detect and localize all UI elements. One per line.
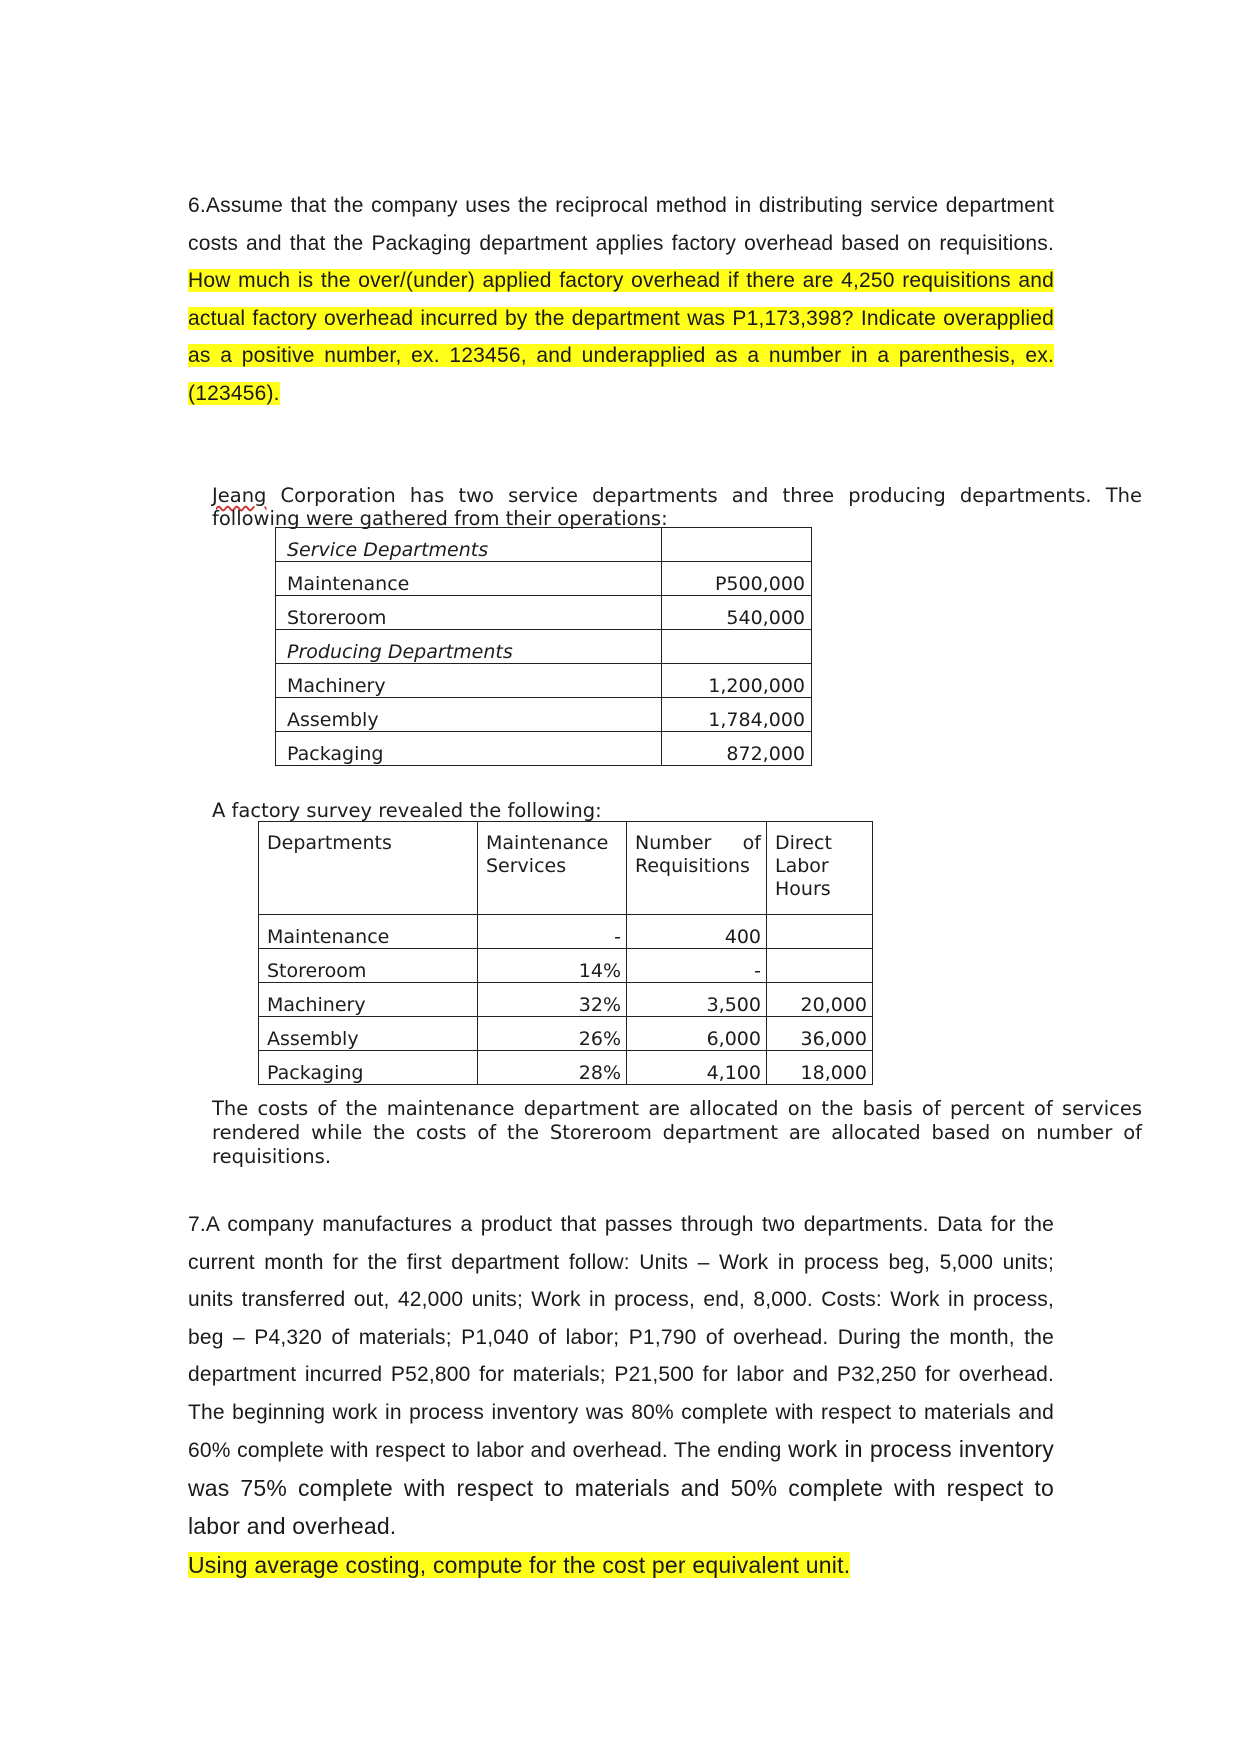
question-6-paragraph bbox=[188, 187, 1054, 412]
survey-dept: Machinery bbox=[259, 983, 478, 1017]
cost-row bbox=[276, 630, 812, 664]
factory-survey-table bbox=[258, 821, 873, 1085]
survey-dept: Storeroom bbox=[259, 949, 478, 983]
survey-maintenance: - bbox=[478, 915, 627, 949]
survey-requisitions: 3,500 bbox=[627, 983, 767, 1017]
survey-header-row bbox=[259, 822, 873, 915]
header-labor-line1: Direct bbox=[775, 832, 832, 854]
cost-label: Producing Departments bbox=[276, 630, 662, 664]
allocation-note bbox=[212, 1097, 1142, 1169]
header-number-word: Number bbox=[635, 832, 712, 854]
header-requisitions-line1 bbox=[635, 832, 761, 855]
cost-row bbox=[276, 596, 812, 630]
cost-row bbox=[276, 664, 812, 698]
header-direct-labor-hours bbox=[767, 822, 873, 915]
cost-row bbox=[276, 562, 812, 596]
header-maintenance-line2: Services bbox=[486, 855, 567, 877]
cost-value: 872,000 bbox=[662, 732, 812, 766]
survey-requisitions: - bbox=[627, 949, 767, 983]
survey-row bbox=[259, 1051, 873, 1085]
cost-row bbox=[276, 528, 812, 562]
survey-labor-hours: 20,000 bbox=[767, 983, 873, 1017]
survey-row bbox=[259, 915, 873, 949]
survey-labor-hours: 36,000 bbox=[767, 1017, 873, 1051]
cost-label: Packaging bbox=[276, 732, 662, 766]
header-requisitions bbox=[627, 822, 767, 915]
cost-value: 1,784,000 bbox=[662, 698, 812, 732]
survey-labor-hours bbox=[767, 949, 873, 983]
cost-value bbox=[662, 630, 812, 664]
survey-labor-hours: 18,000 bbox=[767, 1051, 873, 1085]
survey-row bbox=[259, 1017, 873, 1051]
cost-row bbox=[276, 698, 812, 732]
question-6-intro: 6.Assume that the company uses the reciprocal method in distributing service department costs and that the Packaging department applies factory overhead based on requisitions. bbox=[188, 194, 1054, 255]
question-7-highlight: Using average costing, compute for the cost per equivalent unit. bbox=[188, 1551, 851, 1578]
question-7-paragraph bbox=[188, 1206, 1054, 1585]
cost-label: Storeroom bbox=[276, 596, 662, 630]
header-of-word: of bbox=[742, 832, 761, 854]
survey-dept: Assembly bbox=[259, 1017, 478, 1051]
cost-value bbox=[662, 528, 812, 562]
question-7 bbox=[188, 1206, 1054, 1585]
survey-requisitions: 400 bbox=[627, 915, 767, 949]
survey-maintenance: 26% bbox=[478, 1017, 627, 1051]
header-labor-line3: Hours bbox=[775, 878, 831, 900]
cost-value: 1,200,000 bbox=[662, 664, 812, 698]
cost-label: Maintenance bbox=[276, 562, 662, 596]
survey-dept: Maintenance bbox=[259, 915, 478, 949]
header-departments: Departments bbox=[259, 822, 478, 915]
cost-label: Service Departments bbox=[276, 528, 662, 562]
survey-requisitions: 6,000 bbox=[627, 1017, 767, 1051]
header-labor-line2: Labor bbox=[775, 855, 829, 877]
header-maintenance-services bbox=[478, 822, 627, 915]
allocation-note-text: The costs of the maintenance department are allocated on the basis of percent of services rendered while the costs of the Storeroom department are allocated based on number of requisitions. bbox=[212, 1097, 1142, 1168]
cost-value: 540,000 bbox=[662, 596, 812, 630]
survey-dept: Packaging bbox=[259, 1051, 478, 1085]
header-maintenance-line1: Maintenance bbox=[486, 832, 609, 854]
question-6 bbox=[188, 187, 1054, 412]
survey-row bbox=[259, 949, 873, 983]
case-intro bbox=[212, 484, 1142, 530]
survey-labor-hours bbox=[767, 915, 873, 949]
survey-maintenance: 32% bbox=[478, 983, 627, 1017]
question-7-body-large: work in process inventory was 75% complete with respect to materials and 50% complete with respect to labor and overhead. bbox=[188, 1436, 1054, 1539]
survey-title-text: A factory survey revealed the following: bbox=[212, 799, 602, 822]
survey-row bbox=[259, 983, 873, 1017]
header-requisitions-line2: Requisitions bbox=[635, 855, 750, 877]
question-7-body: 7.A company manufactures a product that passes through two departments. Data for the current month for the first department follow: Units – Work in process beg, 5,000 units; units transferred out, 42,000 units; Work in process, end, 8,000. Costs: Work in process, beg – P4,320 of materials; P1,040 of labor; P1,790 of overhead. During the month, the department incurred P52,800 for materials; P21,500 for labor and P32,250 for overhead. The beginning work in process inventory was 80% complete with respect to materials and 60% complete with respect to labor and overhead. The ending bbox=[188, 1213, 1054, 1462]
survey-maintenance: 14% bbox=[478, 949, 627, 983]
cost-row bbox=[276, 732, 812, 766]
cost-label: Assembly bbox=[276, 698, 662, 732]
cost-value: P500,000 bbox=[662, 562, 812, 596]
question-6-highlight: How much is the over/(under) applied factory overhead if there are 4,250 requisitions and actual factory overhead incurred by the department was P1,173,398? Indicate overapplied as a positive number, ex. 123456, and underapplied as a number in a parenthesis, ex. (123456). bbox=[188, 269, 1054, 405]
cost-label: Machinery bbox=[276, 664, 662, 698]
company-name: Jeang bbox=[212, 484, 267, 507]
survey-requisitions: 4,100 bbox=[627, 1051, 767, 1085]
case-intro-text: Corporation has two service departments and three producing departments. The following were gathered from their operations: bbox=[212, 484, 1142, 530]
survey-maintenance: 28% bbox=[478, 1051, 627, 1085]
department-costs-table bbox=[275, 527, 812, 766]
